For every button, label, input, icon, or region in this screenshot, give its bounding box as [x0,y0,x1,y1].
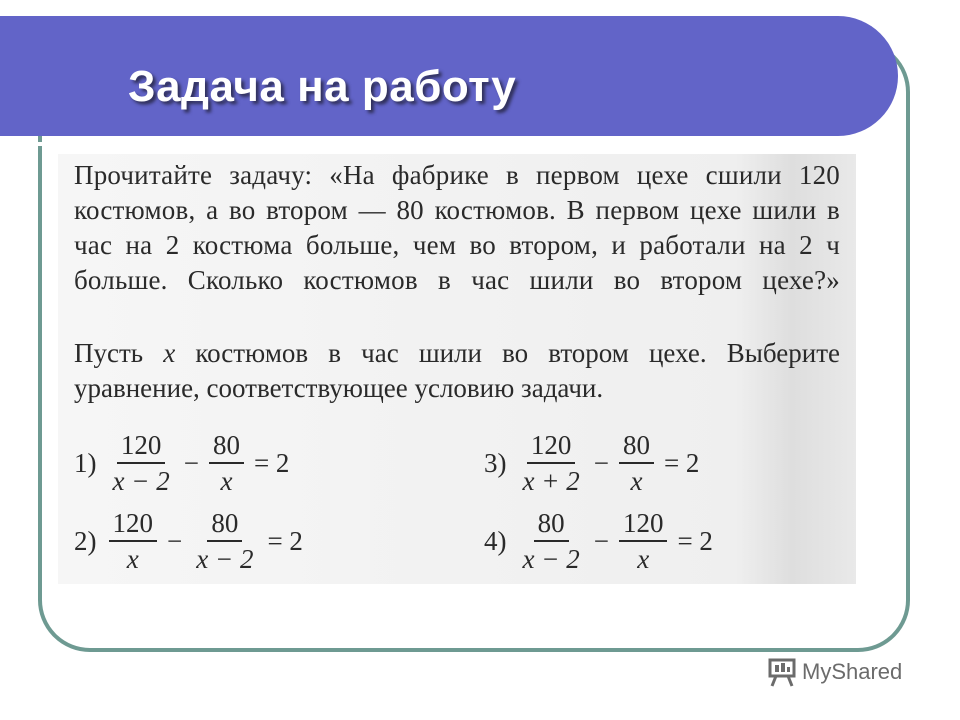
answer-option-4[interactable] [484,508,719,574]
title-bar [0,16,898,136]
prompt-line-2: уравнение, соответствующее условию задачи. [74,373,604,403]
answer-option-1[interactable] [74,430,295,496]
denominator: x [220,466,233,496]
denominator: x − 2 [522,544,580,574]
title-underline [0,142,850,146]
option-number: 1) [74,447,97,478]
equation-rhs: = 2 [253,447,290,478]
numerator: 120 [527,430,576,464]
option-number: 2) [74,525,97,556]
fraction-left [109,508,158,574]
numerator: 80 [534,508,569,542]
denominator: x − 2 [196,544,254,574]
problem-prompt [74,336,840,406]
watermark-brand: MyShared [802,659,903,684]
denominator: x [126,544,139,574]
fraction-left [109,430,174,496]
denominator: x [637,544,650,574]
minus-sign: − [593,447,609,478]
equation-rhs: = 2 [677,525,713,556]
fraction-left [519,430,584,496]
problem-text: Прочитайте задачу: «На фабрике в первом цехе сшили 120 костюмов, а во втором — 80 костюмов. В первом цехе шили в час на 2 костюма больше, чем во втором, и работали на 2 ч больше. Сколько костюмов в час шили во втором цехе?» [74,160,840,295]
fraction-right [192,508,257,574]
denominator: x − 2 [112,466,170,496]
minus-sign: − [183,447,199,478]
problem-scan [58,154,856,584]
answer-option-2[interactable] [74,508,309,574]
prompt-after-var: костюмов в час шили во втором цехе. Выберите [175,338,840,368]
numerator: 80 [619,430,654,464]
numerator: 80 [209,430,244,464]
numerator: 120 [117,430,166,464]
fraction-right [209,430,244,496]
fraction-left [519,508,584,574]
prompt-before-var: Пусть [74,338,164,368]
denominator: x + 2 [522,466,580,496]
slide-title: Задача на работу [128,62,517,111]
prompt-variable: x [163,338,176,368]
option-number: 4) [484,525,507,556]
numerator: 120 [619,508,668,542]
myshared-watermark[interactable] [766,656,902,688]
fraction-right [619,508,668,574]
equation-rhs: = 2 [267,525,303,556]
fraction-right [619,430,654,496]
presentation-board-icon [766,656,798,688]
numerator: 80 [207,508,242,542]
denominator: x [630,466,643,496]
equation-rhs: = 2 [663,447,700,478]
minus-sign: − [593,525,609,556]
option-number: 3) [484,447,507,478]
prompt-line-1 [74,336,840,371]
minus-sign: − [167,525,183,556]
answer-option-3[interactable] [484,430,705,496]
numerator: 120 [109,508,158,542]
